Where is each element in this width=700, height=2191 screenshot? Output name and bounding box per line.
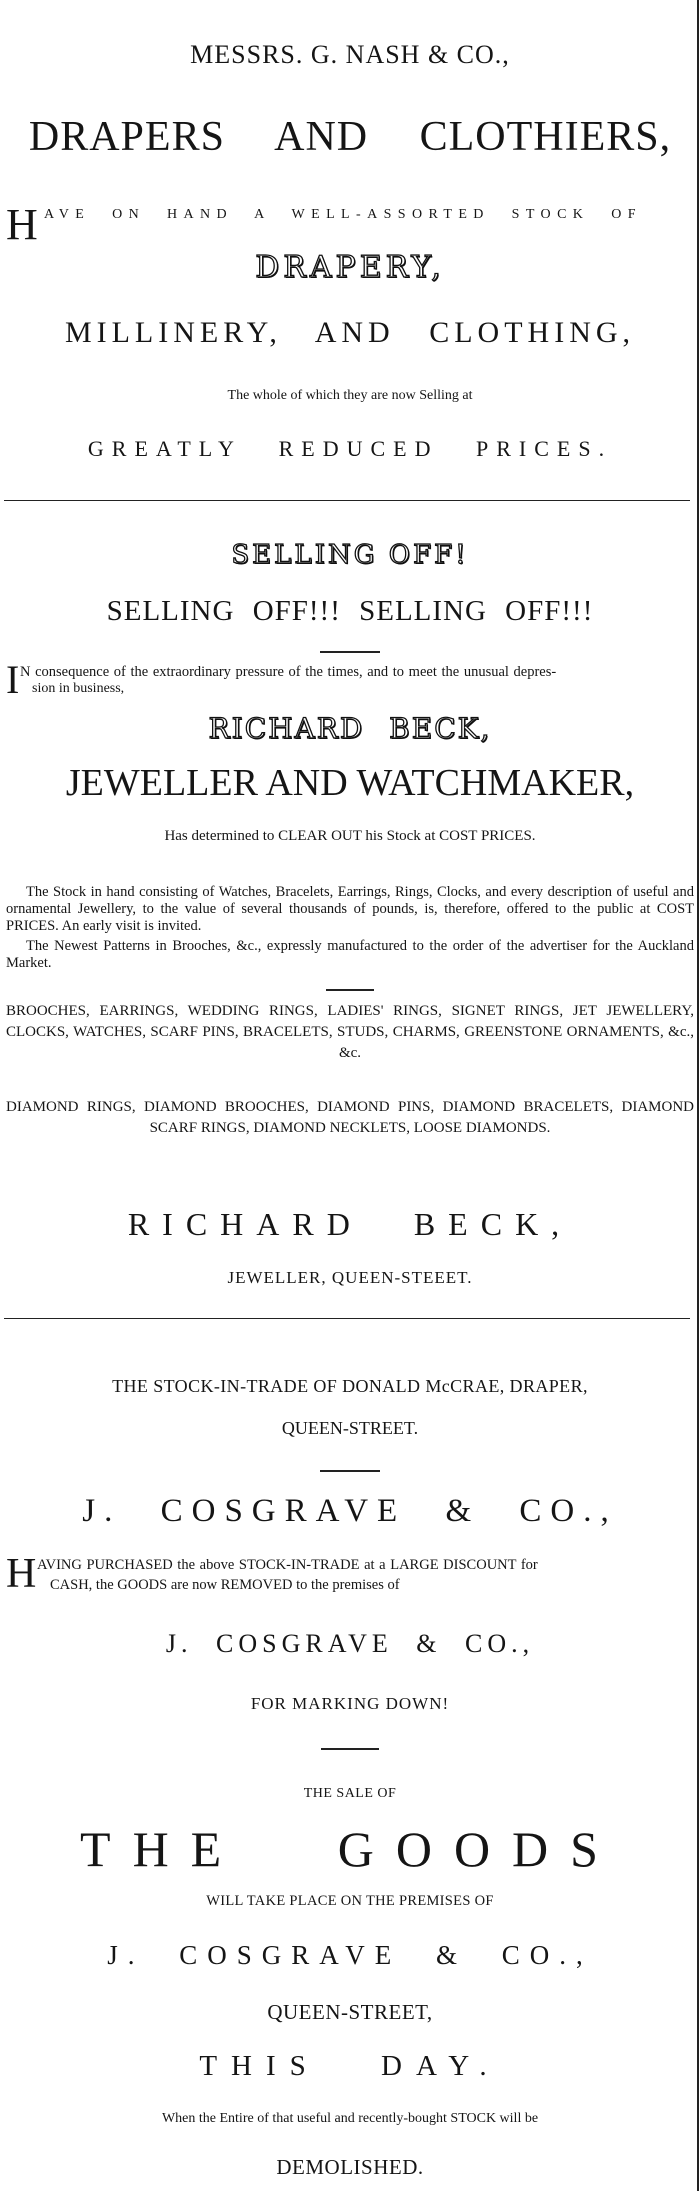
beck-intro-line-2: sion in business, (32, 681, 125, 696)
cosgrave-entire-line: When the Entire of that useful and recently-bought STOCK will be (161, 2111, 539, 2126)
beck-name-heading: RICHARD BECK, (208, 712, 492, 745)
short-dash (321, 1748, 379, 1750)
cosgrave-marking-down: FOR MARKING DOWN! (250, 1694, 450, 1713)
cosgrave-intro-line-1: AVING PURCHASED the above STOCK-IN-TRADE at a LARGE DISCOUNT for (37, 1557, 538, 1573)
short-dash (320, 651, 380, 653)
section-divider (4, 500, 690, 501)
short-dash (320, 1470, 380, 1472)
cosgrave-sale-of: THE SALE OF (303, 1786, 397, 1801)
cosgrave-intro-line-2: CASH, the GOODS are now REMOVED to the premises of (50, 1577, 400, 1593)
section-divider (4, 1318, 690, 1319)
cosgrave-firm-final: J. COSGRAVE & CO., (107, 1940, 593, 1970)
cosgrave-firm-heading: J. COSGRAVE & CO., (82, 1493, 618, 1529)
nash-firm-name: MESSRS. G. NASH & CO., (190, 40, 510, 69)
nash-intro-line: AVE ON HAND A WELL-ASSORTED STOCK OF (44, 207, 642, 222)
nash-millinery-heading: MILLINERY, AND CLOTHING, (64, 316, 636, 349)
beck-stock-paragraph: The Stock in hand consisting of Watches, Bracelets, Earrings, Rings, Clocks, and every description of useful and ornamental Jewellery, to the value of several thousands of pounds, is, therefore, offered to the public at COST PRICES. An early visit is invited. (6, 884, 694, 934)
beck-drop-cap: I (6, 657, 20, 702)
short-dash (326, 989, 374, 991)
cosgrave-stock-line: THE STOCK-IN-TRADE OF DONALD McCRAE, DRAPER, (112, 1376, 588, 1396)
cosgrave-premises-line: WILL TAKE PLACE ON THE PREMISES OF (206, 1893, 494, 1909)
beck-intro-line-1: N consequence of the extraordinary pressure of the times, and to meet the unusual depres- (20, 664, 557, 680)
beck-diamond-list: DIAMOND RINGS, DIAMOND BROOCHES, DIAMOND PINS, DIAMOND BRACELETS, DIAMOND SCARF RINGS, DIAMOND NECKLETS, LOOSE DIAMONDS. (6, 1099, 694, 1136)
cosgrave-firm-subheading: J. COSGRAVE & CO., (165, 1629, 535, 1658)
beck-trade-heading: JEWELLER AND WATCHMAKER, (65, 762, 635, 804)
beck-newest-paragraph: The Newest Patterns in Brooches, &c., expressly manufactured to the order of the advertiser for the Auckland Market. (6, 938, 694, 971)
beck-selling-off-heading: SELLING OFF! (231, 540, 469, 570)
cosgrave-goods-heading: THE GOODS (80, 1821, 620, 1877)
nash-drapery-heading: DRAPERY, (255, 250, 445, 285)
nash-drop-cap: H (6, 200, 38, 249)
beck-signature: RICHARD BECK, (127, 1206, 573, 1242)
beck-address: JEWELLER, QUEEN-STEEET. (227, 1268, 473, 1287)
nash-trade-heading: DRAPERS AND CLOTHIERS, (28, 114, 672, 160)
nash-prices-heading: GREATLY REDUCED PRICES. (87, 436, 613, 461)
cosgrave-demolished: DEMOLISHED. (276, 2155, 424, 2179)
cosgrave-this-day: THIS DAY. (199, 2050, 501, 2082)
beck-clear-out-line: Has determined to CLEAR OUT his Stock at COST PRICES. (164, 828, 536, 844)
beck-jewellery-list: BROOCHES, EARRINGS, WEDDING RINGS, LADIES' RINGS, SIGNET RINGS, JET JEWELLERY, CLOCKS, WATCHES, SCARF PINS, BRACELETS, STUDS, CHARMS, GREENSTONE ORNAMENTS, &c., &c. (6, 1003, 694, 1061)
cosgrave-drop-cap: H (6, 1551, 37, 1597)
cosgrave-street-2: QUEEN-STREET, (267, 2000, 433, 2024)
nash-note: The whole of which they are now Selling at (227, 388, 473, 403)
beck-selling-off-repeat: SELLING OFF!!! SELLING OFF!!! (106, 595, 594, 627)
cosgrave-street-1: QUEEN-STREET. (281, 1418, 419, 1438)
